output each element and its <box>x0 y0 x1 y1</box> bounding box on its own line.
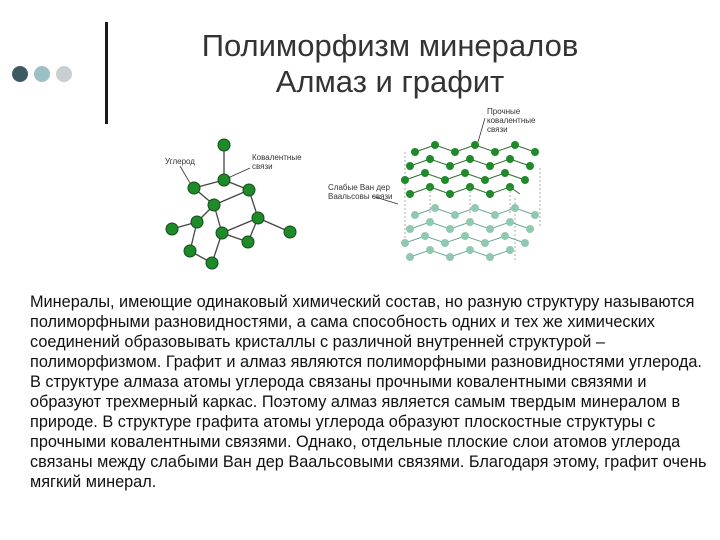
label-weak-line-2: Ваальсовы связи <box>328 192 393 201</box>
label-strong-line-2: ковалентные <box>487 116 536 125</box>
title-line-2: Алмаз и графит <box>275 64 505 99</box>
label-covalent-line-1: Ковалентные <box>252 153 302 162</box>
label-strong-line-1: Прочные <box>487 107 521 116</box>
title-line-1: Полиморфизм минералов <box>201 28 579 63</box>
label-covalent-line-2: связи <box>252 162 273 171</box>
label-strong-line-3: связи <box>487 125 508 134</box>
label-carbon: Углерод <box>165 157 195 166</box>
diamond-leader-lines <box>180 166 250 183</box>
label-weak-line-1: Слабые Ван дер <box>328 183 390 192</box>
body-paragraph: Минералы, имеющие одинаковый химический состав, но разную структуру называются полиморфными разновидностями, а сама способность одних и тех же химических соединений образовывать кристаллы с различной внутренней структурой – полиморфизмом. Графит и алмаз являются полиморфными разновидностями углерода. В структуре алмаза атомы углерода связаны прочными ковалентными связями и образуют трехмерный каркас. Поэтому алмаз является самым твердым минералом в природе. В структуре графита атомы углерода образуют плоскостные структуры с прочными ковалентными связями. Однако, отдельные плоские слои атомов углерода связаны между слабыми Ван дер Ваальсовыми связями. Благодаря этому, графит очень мягкий минерал. <box>30 293 707 491</box>
